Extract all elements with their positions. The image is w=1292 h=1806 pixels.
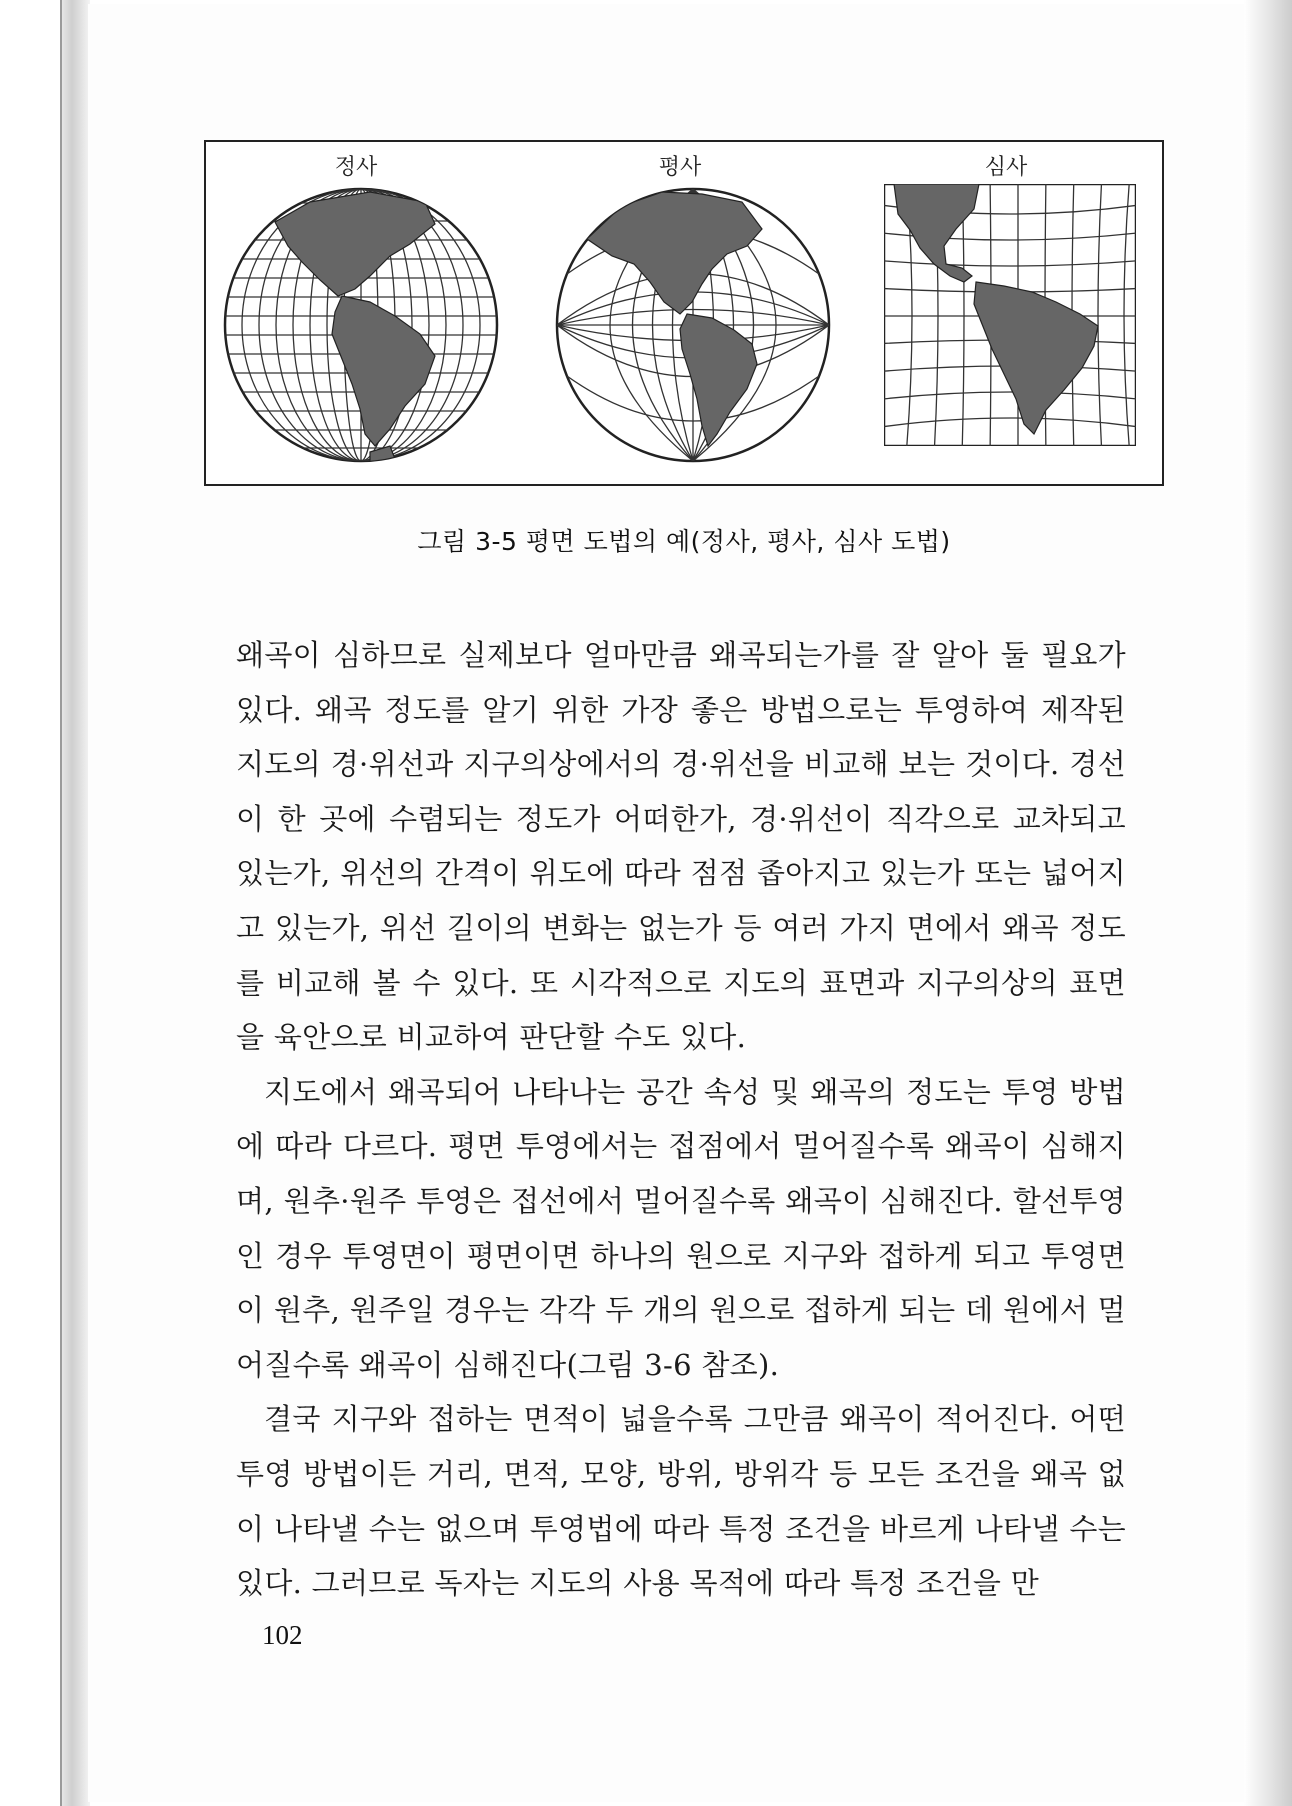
spine-edge bbox=[60, 0, 62, 1806]
body-text bbox=[236, 628, 1126, 1611]
map-label-gnomonic: 심사 bbox=[984, 155, 1028, 180]
page-number: 102 bbox=[262, 1620, 303, 1650]
book-spine bbox=[60, 0, 90, 1806]
map-label-stereographic: 평사 bbox=[658, 155, 702, 180]
stereographic-map bbox=[552, 184, 834, 466]
paragraph-1: 왜곡이 심하므로 실제보다 얼마만큼 왜곡되는가를 잘 알아 둘 필요가 있다. 왜곡 정도를 알기 위한 가장 좋은 방법으로는 투영하여 제작된 지도의 경·위선과 지구의상에서의 경·위선을 비교해 보는 것이다. 경선이 한 곳에 수렴되는 정도가 어떠한가, 경·위선이 직각으로 교차되고 있는가, 위선의 간격이 위도에 따라 점점 좁아지고 있는가 또는 넓어지고 있는가, 위선 길이의 변화는 없는가 등 여러 가지 면에서 왜곡 정도를 비교해 볼 수 있다. 또 시각적으로 지도의 표면과 지구의상의 표면을 육안으로 비교하여 판단할 수도 있다. bbox=[236, 638, 1126, 1055]
page-curl-shadow bbox=[1244, 0, 1292, 1806]
paragraph-3: 결국 지구와 접하는 면적이 넓을수록 그만큼 왜곡이 적어진다. 어떤 투영 방법이든 거리, 면적, 모양, 방위, 방위각 등 모든 조건을 왜곡 없이 나타낼 수는 없으며 투영법에 따라 특정 조건을 바르게 나타낼 수는 있다. 그러므로 독자는 지도의 사용 목적에 따라 특정 조건을 만 bbox=[236, 1402, 1126, 1601]
gnomonic-map bbox=[884, 184, 1136, 446]
paragraph-2: 지도에서 왜곡되어 나타나는 공간 속성 및 왜곡의 정도는 투영 방법에 따라 다르다. 평면 투영에서는 접점에서 멀어질수록 왜곡이 심해지며, 원추·원주 투영은 접선에서 멀어질수록 왜곡이 심해진다. 할선투영인 경우 투영면이 평면이면 하나의 원으로 지구와 접하게 되고 투영면이 원추, 원주일 경우는 각각 두 개의 원으로 접하게 되는 데 원에서 멀어질수록 왜곡이 심해진다(그림 3-6 참조). bbox=[236, 1074, 1126, 1382]
figure-caption: 그림 3-5 평면 도법의 예(정사, 평사, 심사 도법) bbox=[417, 527, 951, 556]
orthographic-map bbox=[220, 184, 502, 466]
map-label-orthographic: 정사 bbox=[334, 155, 378, 180]
